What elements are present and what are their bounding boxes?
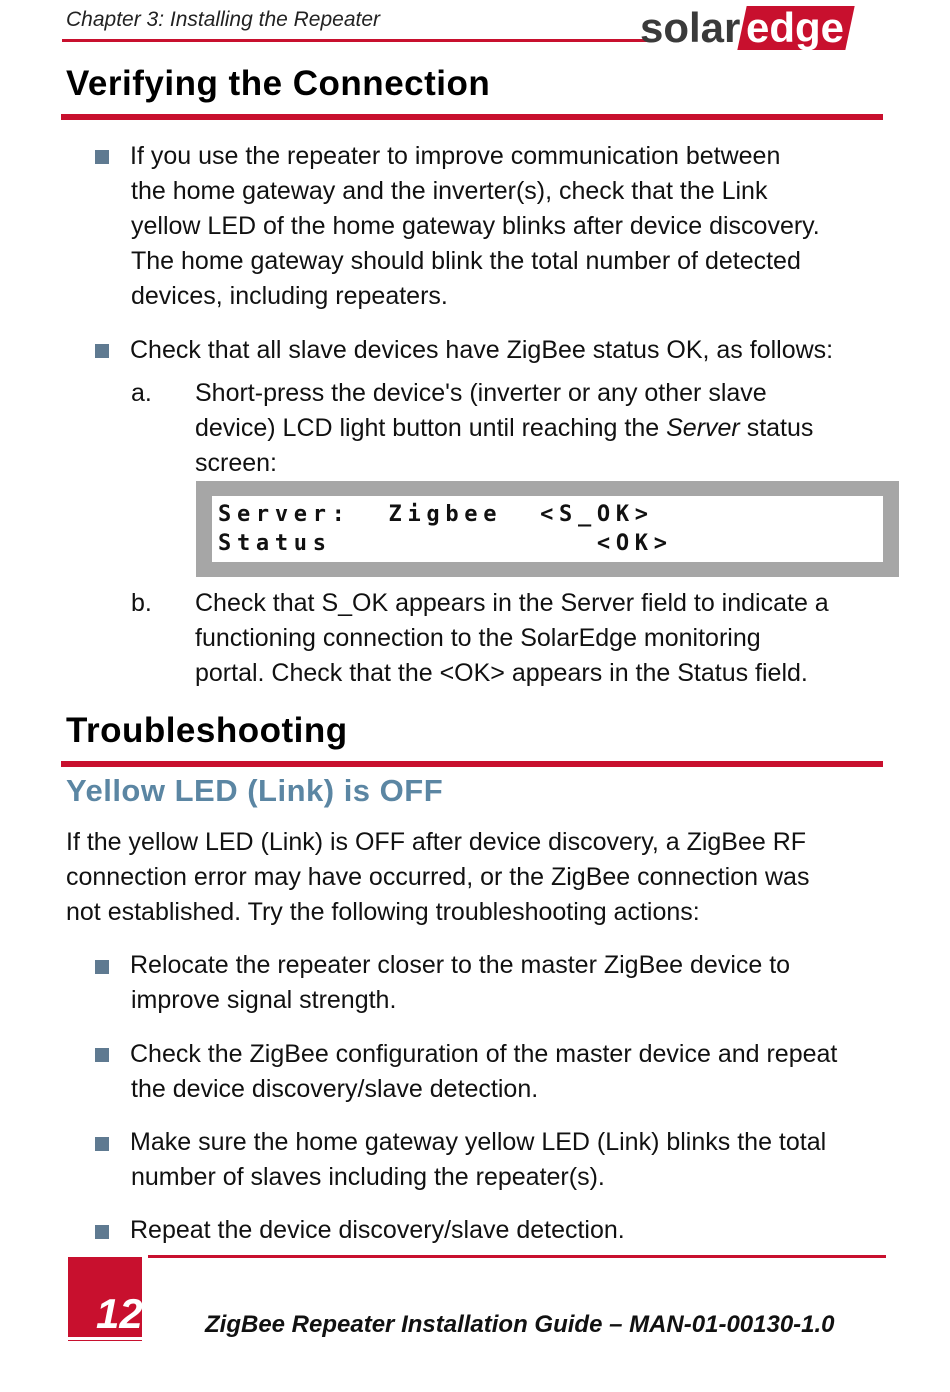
bullet-line: Make sure the home gateway yellow LED (Link) blinks the total <box>130 1128 827 1156</box>
lcd-line-1: Server: Zigbee <S_OK> <box>218 502 654 527</box>
step-b-line: portal. Check that the <OK> appears in the Status field. <box>195 659 808 687</box>
bullet-line: If you use the repeater to improve communication between <box>130 142 781 170</box>
step-a-text: status <box>739 414 814 442</box>
section-title-troubleshooting: Troubleshooting <box>66 711 348 750</box>
bullet-line: improve signal strength. <box>131 986 397 1014</box>
bullet-line: Repeat the device discovery/slave detection. <box>130 1216 625 1244</box>
bullet-square-icon <box>95 960 109 974</box>
bullet-square-icon <box>95 1048 109 1062</box>
chapter-header: Chapter 3: Installing the Repeater <box>66 8 381 31</box>
step-marker-a: a. <box>131 379 152 407</box>
logo-edge-text: edge <box>746 4 845 51</box>
bullet-line: the device discovery/slave detection. <box>131 1075 539 1103</box>
step-a-line <box>195 411 813 446</box>
logo-edge-box <box>738 6 855 50</box>
intro-line: If the yellow LED (Link) is OFF after device discovery, a ZigBee RF <box>66 828 807 856</box>
step-b-line: Check that S_OK appears in the Server field to indicate a <box>195 589 829 617</box>
page-number: 12 <box>96 1290 143 1337</box>
bullet-line: number of slaves including the repeater(s). <box>131 1163 605 1191</box>
bullet-square-icon <box>95 1137 109 1151</box>
step-a-line: screen: <box>195 449 277 477</box>
step-b-line: functioning connection to the SolarEdge monitoring <box>195 624 761 652</box>
section-rule <box>61 114 883 120</box>
bullet-line: Check the ZigBee configuration of the master device and repeat <box>130 1040 838 1068</box>
bullet-line: devices, including repeaters. <box>131 282 448 310</box>
lcd-line-2: Status <OK> <box>218 531 673 556</box>
bullet-line: Relocate the repeater closer to the master ZigBee device to <box>130 951 791 979</box>
intro-line: not established. Try the following troubleshooting actions: <box>66 898 700 926</box>
step-marker-b: b. <box>131 589 152 617</box>
footer-rule <box>148 1255 886 1258</box>
bullet-line: The home gateway should blink the total number of detected <box>131 247 801 275</box>
step-a-line: Short-press the device's (inverter or any other slave <box>195 379 767 407</box>
bullet-square-icon <box>95 150 109 164</box>
bullet-line: Check that all slave devices have ZigBee status OK, as follows: <box>130 336 834 364</box>
header-rule <box>62 39 647 42</box>
footer-title: ZigBee Repeater Installation Guide – MAN-01-00130-1.0 <box>205 1311 835 1338</box>
step-a-text: device) LCD light button until reaching the <box>195 414 667 442</box>
logo-solar-text: solar <box>640 4 741 51</box>
bullet-square-icon <box>95 1225 109 1239</box>
subsection-title: Yellow LED (Link) is OFF <box>66 773 444 808</box>
server-emphasis: Server <box>666 414 740 442</box>
bullet-line: yellow LED of the home gateway blinks after device discovery. <box>131 212 820 240</box>
solaredge-logo <box>640 6 850 50</box>
section-rule <box>61 761 883 767</box>
page-number-underline <box>68 1337 142 1340</box>
section-title-verifying: Verifying the Connection <box>66 64 491 103</box>
bullet-line: the home gateway and the inverter(s), check that the Link <box>131 177 768 205</box>
intro-line: connection error may have occurred, or the ZigBee connection was <box>66 863 810 891</box>
bullet-square-icon <box>95 344 109 358</box>
